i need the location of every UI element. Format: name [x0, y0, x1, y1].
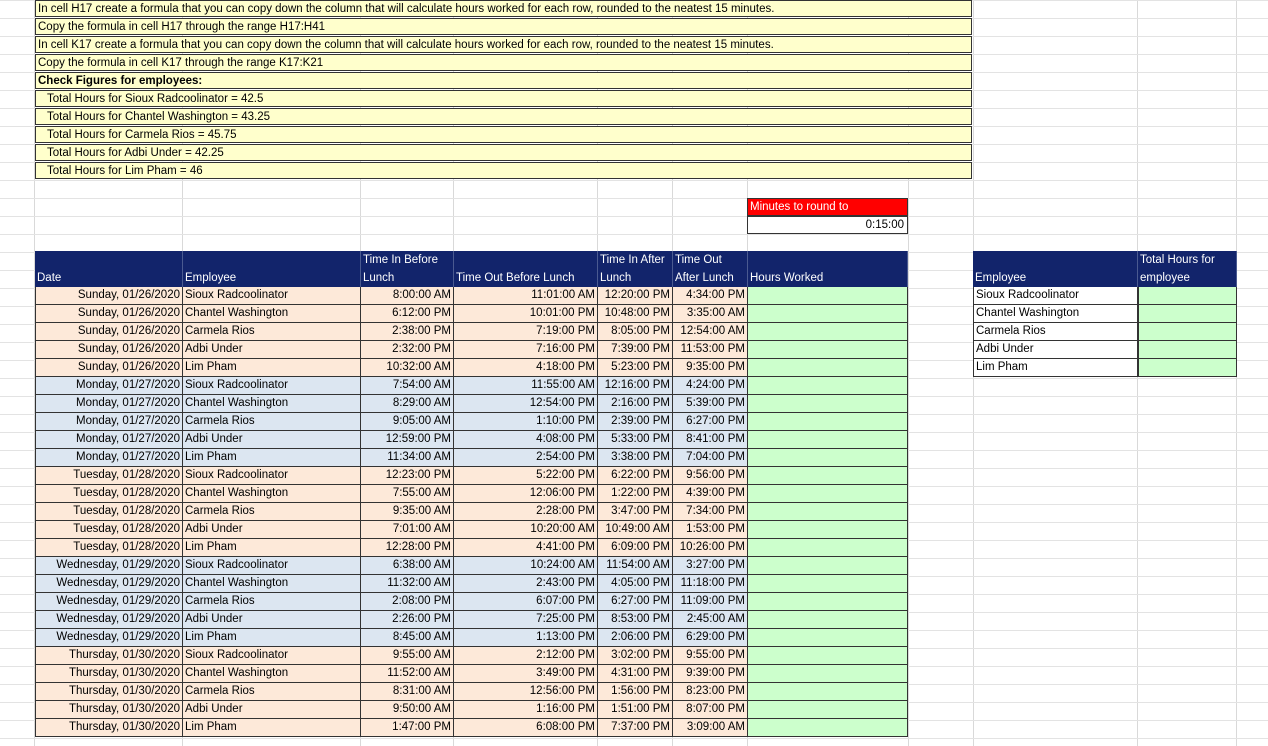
date-cell[interactable]: Monday, 01/27/2020 — [35, 413, 183, 431]
time-out-after-lunch-cell[interactable]: 9:35:00 PM — [673, 359, 748, 377]
time-out-before-lunch-cell[interactable]: 10:01:00 PM — [454, 305, 598, 323]
employee-cell[interactable]: Lim Pham — [183, 719, 361, 737]
hours-worked-cell[interactable] — [748, 665, 908, 683]
time-in-after-lunch-cell[interactable]: 3:02:00 PM — [598, 647, 673, 665]
summary-employee-cell[interactable]: Sioux Radcoolinator — [973, 287, 1138, 305]
date-cell[interactable]: Monday, 01/27/2020 — [35, 395, 183, 413]
hours-worked-cell[interactable] — [748, 467, 908, 485]
time-out-after-lunch-cell[interactable]: 8:07:00 PM — [673, 701, 748, 719]
gridline-horizontal — [0, 216, 1268, 217]
time-out-after-lunch-cell[interactable]: 9:56:00 PM — [673, 467, 748, 485]
summary-total-hours-cell[interactable] — [1138, 287, 1237, 305]
time-out-after-lunch-cell[interactable]: 6:27:00 PM — [673, 413, 748, 431]
header-employee[interactable] — [183, 251, 361, 287]
hours-worked-cell[interactable] — [748, 557, 908, 575]
time-in-before-lunch-cell[interactable]: 9:35:00 AM — [361, 503, 454, 521]
check-figure-cell[interactable]: Total Hours for Lim Pham = 46 — [35, 162, 972, 179]
time-out-after-lunch-cell[interactable]: 9:39:00 PM — [673, 665, 748, 683]
instruction-cell[interactable]: In cell H17 create a formula that you can copy down the column that will calculate hours worked for each row, rounded to the neatest 15 minutes. — [35, 0, 972, 17]
time-in-after-lunch-cell[interactable]: 7:37:00 PM — [598, 719, 673, 737]
round-minutes-label: Minutes to round to — [747, 198, 908, 216]
header-text-line: Lunch — [600, 272, 632, 284]
hours-worked-cell[interactable] — [748, 359, 908, 377]
time-out-before-lunch-cell[interactable]: 10:24:00 AM — [454, 557, 598, 575]
time-out-before-lunch-cell[interactable]: 12:54:00 PM — [454, 395, 598, 413]
employee-cell[interactable]: Adbi Under — [183, 521, 361, 539]
time-in-before-lunch-cell[interactable]: 8:29:00 AM — [361, 395, 454, 413]
time-out-before-lunch-cell[interactable]: 11:55:00 AM — [454, 377, 598, 395]
time-in-after-lunch-cell[interactable]: 6:22:00 PM — [598, 467, 673, 485]
time-in-before-lunch-cell[interactable]: 7:54:00 AM — [361, 377, 454, 395]
header-hours-worked[interactable] — [748, 251, 908, 287]
date-cell[interactable]: Thursday, 01/30/2020 — [35, 665, 183, 683]
header-time-in-before-lunch[interactable] — [361, 251, 454, 287]
header-text-line: Employee — [975, 272, 1027, 284]
time-out-before-lunch-cell[interactable]: 2:28:00 PM — [454, 503, 598, 521]
summary-employee-cell[interactable]: Adbi Under — [973, 341, 1138, 359]
header-text-line: Lunch — [363, 272, 395, 284]
summary-total-hours-cell[interactable] — [1138, 305, 1237, 323]
date-cell[interactable]: Sunday, 01/26/2020 — [35, 323, 183, 341]
time-out-after-lunch-cell[interactable]: 4:24:00 PM — [673, 377, 748, 395]
time-out-after-lunch-cell[interactable]: 11:53:00 PM — [673, 341, 748, 359]
employee-cell[interactable]: Sioux Radcoolinator — [183, 467, 361, 485]
header-time-out-after-lunch[interactable] — [673, 251, 748, 287]
time-out-before-lunch-cell[interactable]: 12:06:00 PM — [454, 485, 598, 503]
employee-cell[interactable]: Chantel Washington — [183, 305, 361, 323]
date-cell[interactable]: Wednesday, 01/29/2020 — [35, 629, 183, 647]
time-out-after-lunch-cell[interactable]: 4:39:00 PM — [673, 485, 748, 503]
time-out-after-lunch-cell[interactable]: 6:29:00 PM — [673, 629, 748, 647]
instruction-cell[interactable]: Copy the formula in cell H17 through the range H17:H41 — [35, 18, 972, 35]
time-out-after-lunch-cell[interactable]: 12:54:00 AM — [673, 323, 748, 341]
time-out-before-lunch-cell[interactable]: 12:56:00 PM — [454, 683, 598, 701]
header-text-line: Time Out — [675, 254, 722, 266]
time-in-after-lunch-cell[interactable]: 5:23:00 PM — [598, 359, 673, 377]
employee-cell[interactable]: Lim Pham — [183, 629, 361, 647]
hours-worked-cell[interactable] — [748, 647, 908, 665]
gridline-horizontal — [0, 198, 1268, 199]
time-in-before-lunch-cell[interactable]: 8:45:00 AM — [361, 629, 454, 647]
time-in-after-lunch-cell[interactable]: 8:53:00 PM — [598, 611, 673, 629]
time-in-before-lunch-cell[interactable]: 12:59:00 PM — [361, 431, 454, 449]
employee-cell[interactable]: Sioux Radcoolinator — [183, 377, 361, 395]
hours-worked-cell[interactable] — [748, 593, 908, 611]
date-cell[interactable]: Tuesday, 01/28/2020 — [35, 485, 183, 503]
time-in-before-lunch-cell[interactable]: 11:32:00 AM — [361, 575, 454, 593]
time-out-before-lunch-cell[interactable]: 1:13:00 PM — [454, 629, 598, 647]
time-out-before-lunch-cell[interactable]: 6:07:00 PM — [454, 593, 598, 611]
instruction-cell[interactable]: Copy the formula in cell K17 through the range K17:K21 — [35, 54, 972, 71]
hours-worked-cell[interactable] — [748, 611, 908, 629]
date-cell[interactable]: Sunday, 01/26/2020 — [35, 287, 183, 305]
date-cell[interactable]: Monday, 01/27/2020 — [35, 431, 183, 449]
date-cell[interactable]: Wednesday, 01/29/2020 — [35, 575, 183, 593]
hours-worked-cell[interactable] — [748, 323, 908, 341]
time-in-before-lunch-cell[interactable]: 2:08:00 PM — [361, 593, 454, 611]
check-figure-cell[interactable]: Total Hours for Sioux Radcoolinator = 42.5 — [35, 90, 972, 107]
summary-employee-cell[interactable]: Lim Pham — [973, 359, 1138, 377]
time-in-after-lunch-cell[interactable]: 12:20:00 PM — [598, 287, 673, 305]
time-in-before-lunch-cell[interactable]: 10:32:00 AM — [361, 359, 454, 377]
time-in-after-lunch-cell[interactable]: 1:56:00 PM — [598, 683, 673, 701]
gridline-horizontal — [0, 180, 1268, 181]
header-text-line: After Lunch — [675, 272, 734, 284]
hours-worked-cell[interactable] — [748, 305, 908, 323]
time-in-before-lunch-cell[interactable]: 8:31:00 AM — [361, 683, 454, 701]
time-in-after-lunch-cell[interactable]: 3:38:00 PM — [598, 449, 673, 467]
hours-worked-cell[interactable] — [748, 629, 908, 647]
time-out-before-lunch-cell[interactable]: 2:12:00 PM — [454, 647, 598, 665]
employee-cell[interactable]: Sioux Radcoolinator — [183, 557, 361, 575]
date-cell[interactable]: Tuesday, 01/28/2020 — [35, 521, 183, 539]
time-in-after-lunch-cell[interactable]: 1:22:00 PM — [598, 485, 673, 503]
time-in-before-lunch-cell[interactable]: 8:00:00 AM — [361, 287, 454, 305]
header-time-in-after-lunch[interactable] — [598, 251, 673, 287]
date-cell[interactable]: Thursday, 01/30/2020 — [35, 701, 183, 719]
header-text-line: Hours Worked — [750, 272, 824, 284]
time-in-after-lunch-cell[interactable]: 3:47:00 PM — [598, 503, 673, 521]
time-in-before-lunch-cell[interactable]: 12:28:00 PM — [361, 539, 454, 557]
time-out-after-lunch-cell[interactable]: 11:18:00 PM — [673, 575, 748, 593]
time-out-after-lunch-cell[interactable]: 5:39:00 PM — [673, 395, 748, 413]
header-text-line: Time In After — [600, 254, 665, 266]
time-in-before-lunch-cell[interactable]: 12:23:00 PM — [361, 467, 454, 485]
employee-cell[interactable]: Chantel Washington — [183, 485, 361, 503]
time-in-before-lunch-cell[interactable]: 7:55:00 AM — [361, 485, 454, 503]
header-text-line: Total Hours for — [1140, 254, 1215, 266]
time-in-after-lunch-cell[interactable]: 11:54:00 AM — [598, 557, 673, 575]
time-in-before-lunch-cell[interactable]: 11:34:00 AM — [361, 449, 454, 467]
header-text-line: Employee — [185, 272, 237, 284]
time-out-before-lunch-cell[interactable]: 10:20:00 AM — [454, 521, 598, 539]
time-out-after-lunch-cell[interactable]: 2:45:00 AM — [673, 611, 748, 629]
summary-employee-cell[interactable]: Chantel Washington — [973, 305, 1138, 323]
check-figure-cell[interactable]: Total Hours for Carmela Rios = 45.75 — [35, 126, 972, 143]
time-in-after-lunch-cell[interactable]: 1:51:00 PM — [598, 701, 673, 719]
time-in-before-lunch-cell[interactable]: 9:05:00 AM — [361, 413, 454, 431]
hours-worked-cell[interactable] — [748, 575, 908, 593]
time-out-before-lunch-cell[interactable]: 3:49:00 PM — [454, 665, 598, 683]
summary-total-hours-cell[interactable] — [1138, 341, 1237, 359]
time-in-after-lunch-cell[interactable]: 7:39:00 PM — [598, 341, 673, 359]
hours-worked-cell[interactable] — [748, 449, 908, 467]
time-in-after-lunch-cell[interactable]: 6:09:00 PM — [598, 539, 673, 557]
time-in-after-lunch-cell[interactable]: 6:27:00 PM — [598, 593, 673, 611]
time-in-before-lunch-cell[interactable]: 7:01:00 AM — [361, 521, 454, 539]
hours-worked-cell[interactable] — [748, 701, 908, 719]
instruction-cell[interactable]: Check Figures for employees: — [35, 72, 972, 89]
time-out-after-lunch-cell[interactable]: 1:53:00 PM — [673, 521, 748, 539]
time-out-after-lunch-cell[interactable]: 10:26:00 PM — [673, 539, 748, 557]
employee-cell[interactable]: Lim Pham — [183, 359, 361, 377]
date-cell[interactable]: Wednesday, 01/29/2020 — [35, 557, 183, 575]
time-out-after-lunch-cell[interactable]: 4:34:00 PM — [673, 287, 748, 305]
employee-cell[interactable]: Adbi Under — [183, 341, 361, 359]
employee-cell[interactable]: Adbi Under — [183, 431, 361, 449]
time-out-after-lunch-cell[interactable]: 9:55:00 PM — [673, 647, 748, 665]
employee-cell[interactable]: Chantel Washington — [183, 665, 361, 683]
employee-cell[interactable]: Carmela Rios — [183, 683, 361, 701]
time-in-before-lunch-cell[interactable]: 2:26:00 PM — [361, 611, 454, 629]
employee-cell[interactable]: Chantel Washington — [183, 395, 361, 413]
time-out-after-lunch-cell[interactable]: 11:09:00 PM — [673, 593, 748, 611]
time-out-before-lunch-cell[interactable]: 7:25:00 PM — [454, 611, 598, 629]
time-out-before-lunch-cell[interactable]: 11:01:00 AM — [454, 287, 598, 305]
time-in-before-lunch-cell[interactable]: 6:12:00 PM — [361, 305, 454, 323]
time-out-before-lunch-cell[interactable]: 4:08:00 PM — [454, 431, 598, 449]
hours-worked-cell[interactable] — [748, 341, 908, 359]
check-figure-cell[interactable]: Total Hours for Chantel Washington = 43.25 — [35, 108, 972, 125]
time-out-after-lunch-cell[interactable]: 7:34:00 PM — [673, 503, 748, 521]
time-in-before-lunch-cell[interactable]: 11:52:00 AM — [361, 665, 454, 683]
time-out-before-lunch-cell[interactable]: 4:41:00 PM — [454, 539, 598, 557]
time-out-before-lunch-cell[interactable]: 1:16:00 PM — [454, 701, 598, 719]
time-in-before-lunch-cell[interactable]: 6:38:00 AM — [361, 557, 454, 575]
hours-worked-cell[interactable] — [748, 719, 908, 737]
summary-header-total-hours[interactable] — [1138, 251, 1237, 287]
summary-total-hours-cell[interactable] — [1138, 323, 1237, 341]
time-in-before-lunch-cell[interactable]: 1:47:00 PM — [361, 719, 454, 737]
time-in-before-lunch-cell[interactable]: 2:32:00 PM — [361, 341, 454, 359]
time-in-after-lunch-cell[interactable]: 12:16:00 PM — [598, 377, 673, 395]
hours-worked-cell[interactable] — [748, 683, 908, 701]
header-time-out-before-lunch[interactable] — [454, 251, 598, 287]
date-cell[interactable]: Monday, 01/27/2020 — [35, 449, 183, 467]
date-cell[interactable]: Wednesday, 01/29/2020 — [35, 611, 183, 629]
time-in-after-lunch-cell[interactable]: 4:31:00 PM — [598, 665, 673, 683]
employee-cell[interactable]: Carmela Rios — [183, 413, 361, 431]
time-out-before-lunch-cell[interactable]: 7:16:00 PM — [454, 341, 598, 359]
hours-worked-cell[interactable] — [748, 287, 908, 305]
hours-worked-cell[interactable] — [748, 485, 908, 503]
time-in-before-lunch-cell[interactable]: 9:50:00 AM — [361, 701, 454, 719]
time-in-after-lunch-cell[interactable]: 8:05:00 PM — [598, 323, 673, 341]
header-text-line: Date — [37, 272, 62, 284]
hours-worked-cell[interactable] — [748, 395, 908, 413]
date-cell[interactable]: Tuesday, 01/28/2020 — [35, 467, 183, 485]
time-in-after-lunch-cell[interactable]: 2:39:00 PM — [598, 413, 673, 431]
time-out-before-lunch-cell[interactable]: 2:54:00 PM — [454, 449, 598, 467]
employee-cell[interactable]: Adbi Under — [183, 701, 361, 719]
hours-worked-cell[interactable] — [748, 539, 908, 557]
header-text-line: Time Out Before Lunch — [456, 272, 575, 284]
summary-total-hours-cell[interactable] — [1138, 359, 1237, 377]
date-cell[interactable]: Tuesday, 01/28/2020 — [35, 503, 183, 521]
time-out-after-lunch-cell[interactable]: 3:09:00 AM — [673, 719, 748, 737]
date-cell[interactable]: Wednesday, 01/29/2020 — [35, 593, 183, 611]
time-in-before-lunch-cell[interactable]: 2:38:00 PM — [361, 323, 454, 341]
employee-cell[interactable]: Carmela Rios — [183, 323, 361, 341]
instruction-cell[interactable]: In cell K17 create a formula that you can copy down the column that will calculate hours worked for each row, rounded to the neatest 15 minutes. — [35, 36, 972, 53]
date-cell[interactable]: Thursday, 01/30/2020 — [35, 647, 183, 665]
time-out-after-lunch-cell[interactable]: 3:35:00 AM — [673, 305, 748, 323]
time-in-after-lunch-cell[interactable]: 2:16:00 PM — [598, 395, 673, 413]
time-out-before-lunch-cell[interactable]: 5:22:00 PM — [454, 467, 598, 485]
gridline-horizontal — [0, 738, 1268, 739]
time-out-before-lunch-cell[interactable]: 4:18:00 PM — [454, 359, 598, 377]
employee-cell[interactable]: Adbi Under — [183, 611, 361, 629]
time-out-after-lunch-cell[interactable]: 3:27:00 PM — [673, 557, 748, 575]
employee-cell[interactable]: Sioux Radcoolinator — [183, 287, 361, 305]
header-text-line: Time In Before — [363, 254, 438, 266]
time-out-after-lunch-cell[interactable]: 8:41:00 PM — [673, 431, 748, 449]
check-figure-cell[interactable]: Total Hours for Adbi Under = 42.25 — [35, 144, 972, 161]
header-text-line: employee — [1140, 272, 1190, 284]
time-in-after-lunch-cell[interactable]: 10:48:00 PM — [598, 305, 673, 323]
date-cell[interactable]: Sunday, 01/26/2020 — [35, 305, 183, 323]
employee-cell[interactable]: Lim Pham — [183, 539, 361, 557]
time-out-before-lunch-cell[interactable]: 6:08:00 PM — [454, 719, 598, 737]
hours-worked-cell[interactable] — [748, 377, 908, 395]
summary-employee-cell[interactable]: Carmela Rios — [973, 323, 1138, 341]
hours-worked-cell[interactable] — [748, 503, 908, 521]
gridline-horizontal — [0, 234, 1268, 235]
time-in-before-lunch-cell[interactable]: 9:55:00 AM — [361, 647, 454, 665]
employee-cell[interactable]: Chantel Washington — [183, 575, 361, 593]
date-cell[interactable]: Sunday, 01/26/2020 — [35, 359, 183, 377]
date-cell[interactable]: Monday, 01/27/2020 — [35, 377, 183, 395]
time-in-after-lunch-cell[interactable]: 4:05:00 PM — [598, 575, 673, 593]
hours-worked-cell[interactable] — [748, 413, 908, 431]
time-out-after-lunch-cell[interactable]: 8:23:00 PM — [673, 683, 748, 701]
time-in-after-lunch-cell[interactable]: 2:06:00 PM — [598, 629, 673, 647]
time-in-after-lunch-cell[interactable]: 10:49:00 AM — [598, 521, 673, 539]
time-out-before-lunch-cell[interactable]: 7:19:00 PM — [454, 323, 598, 341]
employee-cell[interactable]: Sioux Radcoolinator — [183, 647, 361, 665]
employee-cell[interactable]: Carmela Rios — [183, 593, 361, 611]
time-in-after-lunch-cell[interactable]: 5:33:00 PM — [598, 431, 673, 449]
time-out-before-lunch-cell[interactable]: 2:43:00 PM — [454, 575, 598, 593]
time-out-before-lunch-cell[interactable]: 1:10:00 PM — [454, 413, 598, 431]
date-cell[interactable]: Thursday, 01/30/2020 — [35, 719, 183, 737]
employee-cell[interactable]: Carmela Rios — [183, 503, 361, 521]
date-cell[interactable]: Tuesday, 01/28/2020 — [35, 539, 183, 557]
hours-worked-cell[interactable] — [748, 521, 908, 539]
header-date[interactable] — [35, 251, 183, 287]
hours-worked-cell[interactable] — [748, 431, 908, 449]
summary-header-employee[interactable] — [973, 251, 1138, 287]
employee-cell[interactable]: Lim Pham — [183, 449, 361, 467]
date-cell[interactable]: Sunday, 01/26/2020 — [35, 341, 183, 359]
time-out-after-lunch-cell[interactable]: 7:04:00 PM — [673, 449, 748, 467]
date-cell[interactable]: Thursday, 01/30/2020 — [35, 683, 183, 701]
round-minutes-value-cell[interactable]: 0:15:00 — [747, 216, 908, 234]
